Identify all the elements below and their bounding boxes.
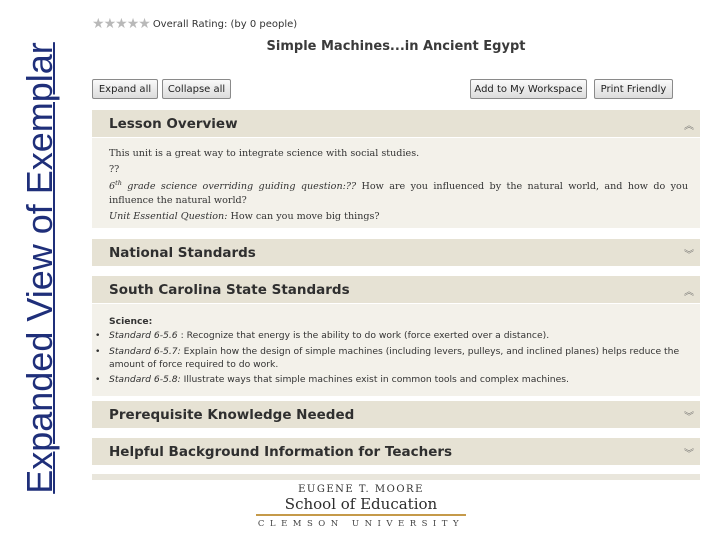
slide-title: Expanded View of Exemplar [19,42,60,494]
standard-item: • Standard 6-5.7: Explain how the design of simple machines (including levers, pulleys, and inclined planes) helps reduce the amount of force required to do work. [109,345,692,372]
double-chevron-up-icon[interactable]: ︽ [684,287,694,298]
science-heading: Science: [109,316,153,327]
double-chevron-down-icon[interactable]: ︾ [684,412,694,423]
guiding-question: 6th grade science overriding guiding question:?? How are you influenced by the natural world, and how do you influence the natural world? [109,178,688,206]
double-chevron-up-icon[interactable]: ︽ [684,121,694,132]
print-friendly-button[interactable]: Print Friendly [594,79,673,99]
logo-line-1: EUGENE T. MOORE [298,484,424,495]
school-logo [256,484,466,532]
logo-line-3: CLEMSON UNIVERSITY [257,519,465,529]
page-title: Simple Machines...in Ancient Egypt [266,39,526,54]
expand-all-button[interactable]: Expand all [92,79,158,99]
section-header-prerequisite[interactable] [92,401,700,428]
section-header-lesson-overview[interactable] [92,110,700,137]
section-body-lesson-overview [92,138,700,228]
section-title: National Standards [109,244,256,261]
logo-divider [256,514,466,516]
rating-stars[interactable] [92,17,150,31]
section-next-partial [92,474,700,480]
section-body-sc-standards [92,304,700,396]
rating-row [92,16,297,32]
section-header-background-info[interactable] [92,438,700,465]
standard-item: • Standard 6-5.6 : Recognize that energy is the ability to do work (force exerted over a distance). [109,329,692,342]
overview-line: ?? [109,163,120,175]
section-title: Prerequisite Knowledge Needed [109,406,355,423]
section-title: Lesson Overview [109,115,238,132]
section-title: South Carolina State Standards [109,281,350,298]
star-icon[interactable]: ★ [92,16,105,32]
logo-line-2: School of Education [284,495,438,513]
standards-list [109,329,692,386]
star-icon[interactable]: ★ [126,16,140,32]
standard-item: • Standard 6-5.8: Illustrate ways that simple machines exist in common tools and complex machines. [109,373,692,386]
double-chevron-down-icon[interactable]: ︾ [684,449,694,460]
star-icon[interactable]: ★ [138,16,151,32]
double-chevron-down-icon[interactable]: ︾ [684,250,694,261]
section-header-sc-standards[interactable] [92,276,700,303]
overall-rating-label: Overall Rating: (by 0 people) [152,18,298,30]
add-to-workspace-button[interactable]: Add to My Workspace [470,79,587,99]
essential-question: Unit Essential Question: How can you move big things? [109,210,380,222]
exemplar-page [90,8,702,480]
section-header-national-standards[interactable] [92,239,700,266]
slide-title-vertical [18,0,62,536]
star-icon[interactable]: ★ [115,16,128,32]
overview-line: This unit is a great way to integrate science with social studies. [109,148,420,159]
star-icon[interactable]: ★ [103,16,117,32]
collapse-all-button[interactable]: Collapse all [162,79,231,99]
section-title: Helpful Background Information for Teachers [109,443,453,460]
